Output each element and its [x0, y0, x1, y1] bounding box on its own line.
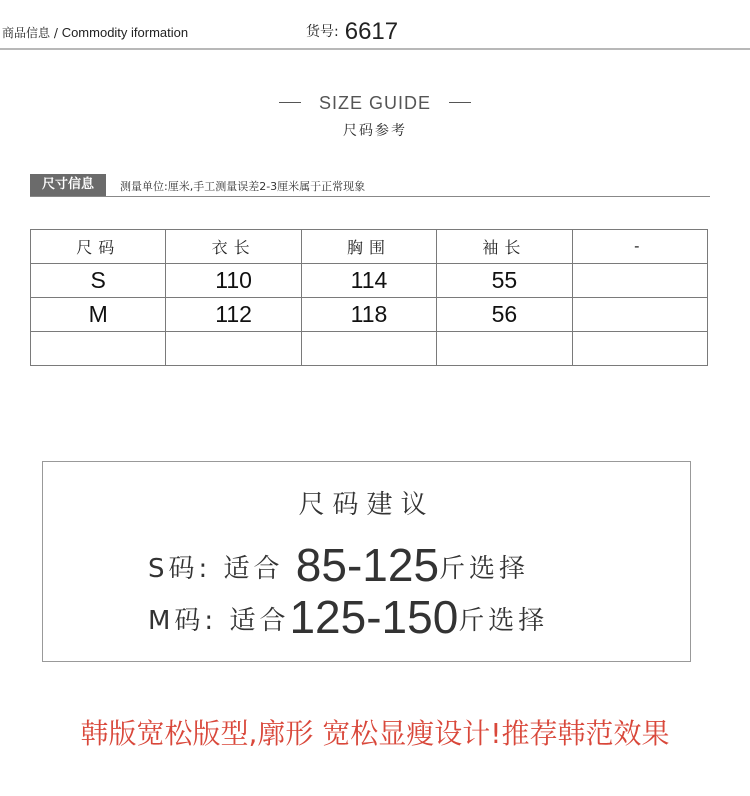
table-cell	[572, 264, 707, 298]
commodity-info-cn: 商品信息	[2, 26, 51, 40]
title-dash-right	[449, 102, 471, 103]
size-advice-m	[148, 590, 548, 644]
size-info-tag: 尺寸信息	[30, 174, 106, 196]
table-cell: 118	[301, 298, 436, 332]
advice-s-suffix: 斤选择	[439, 554, 530, 584]
header-cell-size: 尺码	[31, 230, 166, 264]
table-cell: 112	[166, 298, 301, 332]
table-header-row	[31, 230, 708, 264]
header-cell-chest: 胸围	[301, 230, 436, 264]
size-table	[30, 229, 708, 366]
table-cell: 110	[166, 264, 301, 298]
commodity-header	[0, 0, 750, 50]
item-number	[306, 18, 398, 46]
advice-m-prefix: M码: 适合	[148, 606, 290, 636]
advice-s-prefix: S码: 适合	[148, 554, 296, 584]
size-guide-title	[0, 93, 750, 114]
item-number-label: 货号:	[306, 24, 339, 40]
advice-m-suffix: 斤选择	[458, 606, 549, 636]
size-advice-box	[42, 461, 691, 662]
table-cell: 114	[301, 264, 436, 298]
table-cell	[31, 332, 166, 366]
header-cell-extra: -	[572, 230, 707, 264]
size-advice-title: 尺码建议	[298, 490, 435, 520]
table-cell	[572, 298, 707, 332]
table-row	[31, 264, 708, 298]
size-advice-s	[148, 538, 529, 592]
table-cell: 56	[437, 298, 572, 332]
size-guide-subtitle: 尺码参考	[343, 123, 407, 139]
commodity-info-sep: /	[50, 26, 62, 40]
header-cell-length: 衣长	[166, 230, 301, 264]
title-dash-left	[279, 102, 301, 103]
table-cell	[437, 332, 572, 366]
advice-s-range: 85-125	[295, 539, 440, 591]
measurement-note: 测量单位:厘米,手工测量误差2-3厘米属于正常现象	[120, 180, 366, 193]
table-cell	[572, 332, 707, 366]
size-guide-text: SIZE GUIDE	[318, 93, 431, 113]
table-row	[31, 332, 708, 366]
table-cell	[301, 332, 436, 366]
table-cell: S	[31, 264, 166, 298]
table-cell	[166, 332, 301, 366]
table-row	[31, 298, 708, 332]
commodity-info-en: Commodity iformation	[61, 25, 189, 40]
commodity-info-label	[2, 24, 188, 41]
size-info-bar	[30, 174, 710, 197]
item-number-value: 6617	[344, 18, 399, 45]
promo-text: 韩版宽松版型,廓形 宽松显瘦设计!推荐韩范效果	[80, 717, 670, 750]
advice-m-range: 125-150	[289, 591, 459, 643]
header-cell-sleeve: 袖长	[437, 230, 572, 264]
table-cell: M	[31, 298, 166, 332]
table-cell: 55	[437, 264, 572, 298]
